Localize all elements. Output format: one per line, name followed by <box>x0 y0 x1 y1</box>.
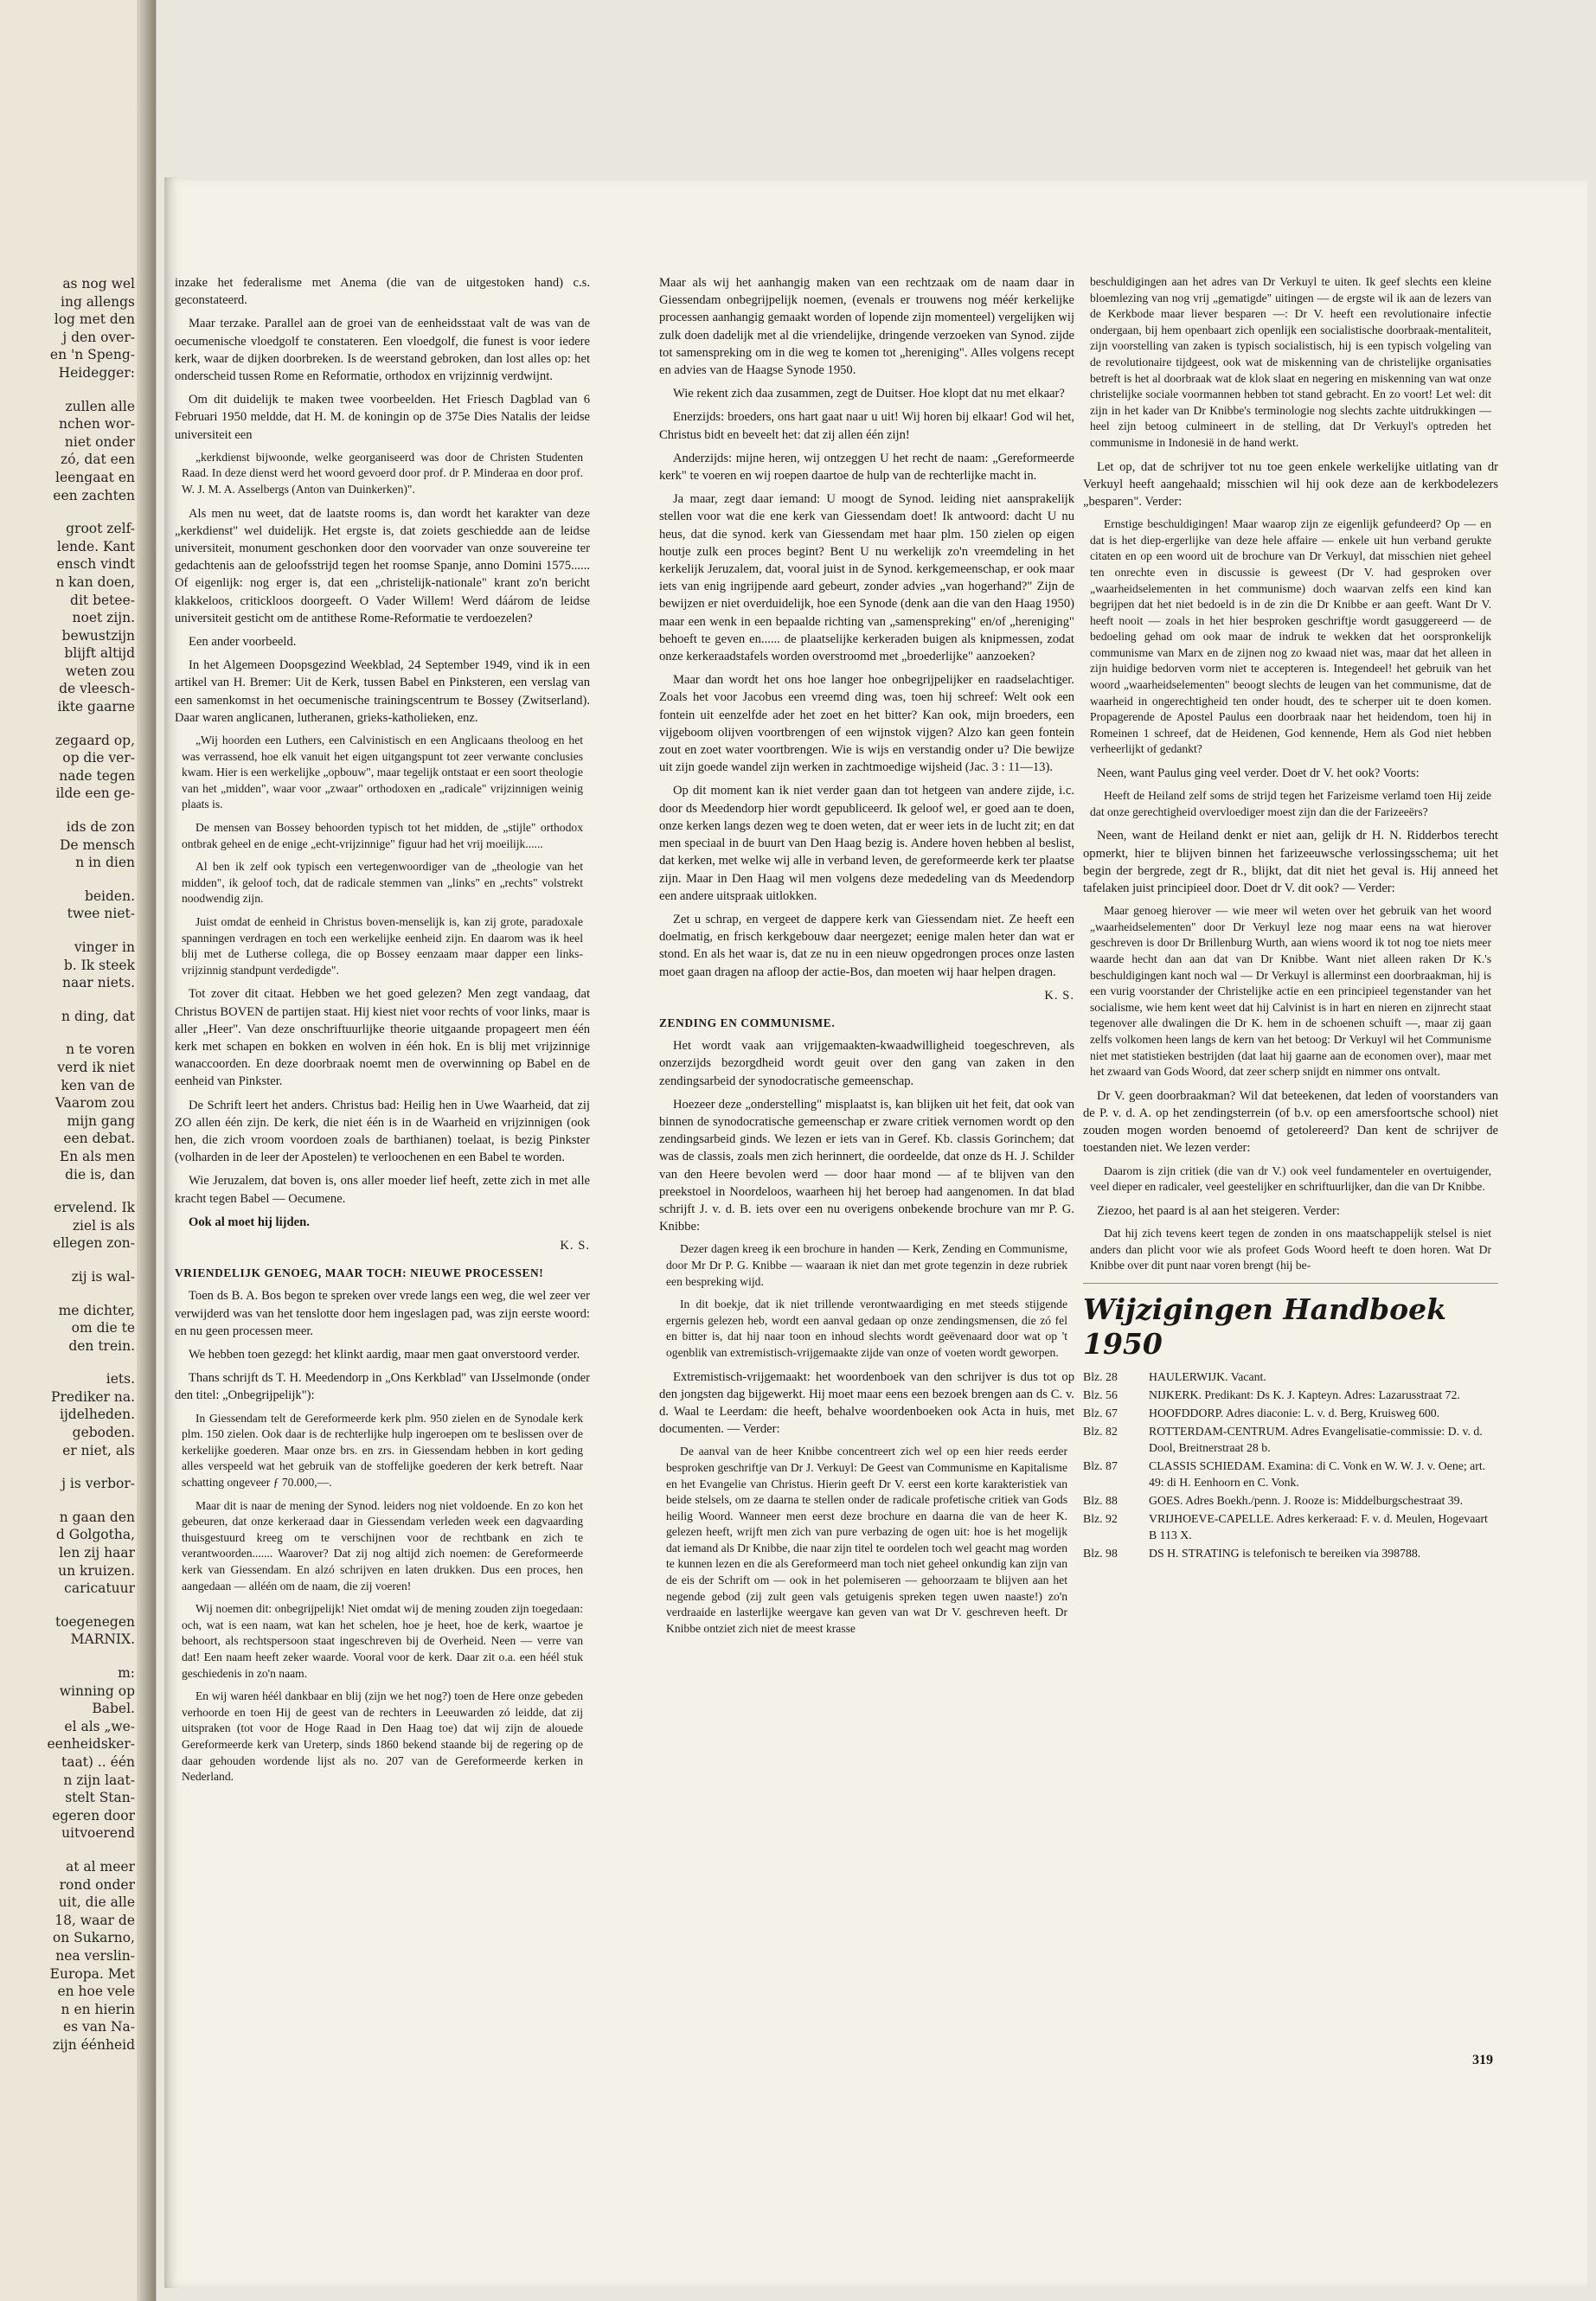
paragraph: Ja maar, zegt daar iemand: U moogt de Synod. leiding niet aansprakelijk stellen voor wat die ene kerk van Giessendam doet! Ik antwoord: dacht U nu heus, dat die synod. kerk van Giessendam met haar plm. 150 zielen op eigen houtje zulk een proces begint? Bent U nu werkelijk zo'n vreemdeling in het kerkelijk Jeruzalem, dat, vooral juist in de Synod. kerkgemeenschap, er ook maar iets van enig ingrijpende aard gebeurt, zonder advies „van hogerhand?" Zijn de bewijzen er niet overduidelijk, hoe een Synode (denk aan die van den Haag 1950) maar een wenk in een bepaalde richting van „samenspreking" en/of „hereniging" behoeft te geven en...... de plaatselijke kerkeraden buigen als knipmessen, zodat onze kerkeraadstafels worden overstroomd met „broederlijke" aanzoeken? <box>659 492 1074 664</box>
previous-page-text-line: lende. Kant <box>56 538 135 554</box>
previous-page-text-line: ervelend. Ik <box>54 1200 135 1216</box>
handbook-entry-text: HOOFDDORP. Adres diaconie: L. v. d. Berg, Kruisweg 600. <box>1149 1406 1440 1420</box>
quote: Wij noemen dit: onbegrijpelijk! Niet omdat wij de mening zouden zijn toegedaan: och, wat is een naam, wat kan het schelen, hoe je heet, hoe de kerk, waartoe je behoort, als rechtspersoon staat ingeschreven bij de Overheid. Neen — verre van dat! Een naam heeft zeker waarde. Vooral voor de kerk. Daar zit o.a. een héél stuk geschiedenis in zo'n naam. <box>182 1602 583 1680</box>
paragraph: Wie Jeruzalem, dat boven is, ons aller moeder lief heeft, zette zich in met alle kracht tegen Babel — Oecumene. <box>175 1174 590 1206</box>
previous-page-text-line: ids de zon <box>66 819 135 836</box>
previous-page-text-line: vinger in <box>74 939 135 955</box>
previous-page-text-line: n kan doen, <box>55 574 135 590</box>
paragraph: Ziezoo, het paard is al aan het steigeren. Verder: <box>1097 1203 1340 1218</box>
previous-page-text-line: verd ik niet <box>57 1059 135 1075</box>
previous-page-text-line: j is verbor- <box>61 1476 135 1492</box>
paragraph: Thans schrijft ds T. H. Meedendorp in „Ons Kerkblad" van IJsselmonde (onder den titel: „Onbegrijpelijk"): <box>175 1371 590 1403</box>
quote: Juist omdat de eenheid in Christus boven-menselijk is, kan zij grote, paradoxale spanningen verdragen en toch een werkelijke eenheid zijn. En daarom was ik heel blij met de Lutherse collega, die op Bossey eenzaam maar dapper een links-vrijzinnig standpunt verdedigde". <box>182 914 583 977</box>
quote: „Wij hoorden een Luthers, een Calvinistisch en een Anglicaans theoloog en het was verrassend, hoe elk vanuit het eigen uitgangspunt tot zeer verwante conclusies kwam. Hier is een werkelijke „opbouw", maar tegelijk ontstaat er een soort theologie van het „midden", waar voor „zwaar" orthodoxen en „radicale" vrijzinnigen weinig plaats is. <box>182 734 583 811</box>
handbook-entry <box>1083 1368 1498 1385</box>
handbook-page-ref: Blz. 98 <box>1083 1546 1118 1560</box>
paragraph: Dr V. geen doorbraakman? Wil dat beteekenen, dat leden of voorstanders van de P. v. d. A. op het zendingsterrein (of b.v. op een amersfoortsche school) niet zouden mogen worden benoemd of getolereerd? Dan kent de schrijver de toestanden niet. We lezen verder: <box>1083 1088 1498 1156</box>
previous-page-text-line: b. Ik steek <box>63 957 135 973</box>
previous-page-text-line: n zijn laat- <box>63 1772 135 1788</box>
book-gutter <box>137 0 156 2301</box>
handbook-entry <box>1083 1458 1498 1490</box>
handbook-page-ref: Blz. 28 <box>1083 1369 1118 1383</box>
previous-page-text-line: el als „we- <box>64 1718 135 1734</box>
handbook-entry <box>1083 1545 1498 1561</box>
previous-page-text-line: die is, dan <box>65 1166 135 1183</box>
previous-page-column <box>5 275 135 2054</box>
previous-page-text-line: log met den <box>54 311 135 328</box>
quote: Dat hij zich tevens keert tegen de zonden in ons maatschappelijk stelsel is niet anders dan plicht voor wie als profeet Gods Woord heeft te doen horen. Wat Dr Knibbe over dit punt naar voren brengt (hij be- <box>1090 1226 1491 1272</box>
previous-page-text-line: ken van de <box>61 1077 135 1093</box>
previous-page-text-line: uit, die alle <box>58 1894 135 1911</box>
page-number: 319 <box>1472 2053 1493 2067</box>
previous-page-text-line: len zij haar <box>59 1545 135 1561</box>
paragraph: Neen, want Paulus ging veel verder. Doet dr V. het ook? Voorts: <box>1097 766 1420 781</box>
paragraph: Toen ds B. A. Bos begon te spreken over vrede langs een weg, die wel zeer ver verwijderd was van het tenslotte door hem ingeslagen pad, was zijn eerste woord: en nu geen processen meer. <box>175 1289 590 1338</box>
previous-page-text-line: Prediker na. <box>51 1388 135 1405</box>
previous-page-text-line: n ding, dat <box>61 1008 135 1024</box>
previous-page-text-line: Babel. <box>92 1701 135 1717</box>
paragraph: Extremistisch-vrijgemaakt: het woordenboek van den schrijver is dus tot op den jongsten dag bijgewerkt. Hij moet maar eens een bezoek brengen aan ds C. v. d. Waal te Leerdam: die heeft, behalve woordenboeken ook Acta in huis, met documenten. — Verder: <box>659 1369 1074 1437</box>
previous-page-text-line: d Golgotha, <box>55 1527 135 1543</box>
previous-page-text-line: nchen wor- <box>59 416 135 433</box>
handbook-page-ref: Blz. 56 <box>1083 1388 1118 1401</box>
section-divider <box>1083 1283 1498 1284</box>
handbook-changes-heading: Wijzigingen Handboek 1950 <box>1083 1292 1446 1361</box>
paragraph: Let op, dat de schrijver tot nu toe geen enkele werkelijke uitlating van dr Verkuyl heeft aangehaald; misschien wil hij ook deze aan de kerkbodelezers „besparen". Verder: <box>1083 459 1498 509</box>
handbook-page-ref: Blz. 88 <box>1083 1493 1118 1507</box>
previous-page-text-line: stelt Stan- <box>65 1790 135 1806</box>
previous-page-text-line: weten zou <box>65 663 135 679</box>
handbook-page-ref: Blz. 67 <box>1083 1406 1118 1420</box>
quote: En wij waren héél dankbaar en blij (zijn we het nog?) toen de Here onze gebeden verhoorde en toen Hij de geest van de rechters in Leeuwarden zó leidde, dat zij uitspraken (tot voor de Hoge Raad in Den Haag toe) dat wij zijn de alouede Gereformeerde kerk van Ureterp, sinds 1860 bekend staande bij de regering op de daar gehouden wordende lijst als no. 207 van de Gereformeerde kerken in Nederland. <box>182 1689 583 1784</box>
previous-page-text-line: nade tegen <box>59 767 135 784</box>
previous-page-text-line: n en hierin <box>61 2001 135 2017</box>
previous-page-edge <box>0 0 157 2301</box>
paragraph: Het wordt vaak aan vrijgemaakten-kwaadwilligheid toegeschreven, als onzerzijds bezorgdheid wordt geuit over den gang van zaken in den zendingsarbeid der synodocratische gemeenschap. <box>659 1039 1074 1088</box>
author-signature: K. S. <box>1044 988 1074 1003</box>
previous-page-text-line: niet onder <box>64 433 135 450</box>
quote: De aanval van de heer Knibbe concentreert zich wel op een hier reeds eerder besproken geschriftje van Dr J. Verkuyl: De Geest van Communisme en Kapitalisme en het Evangelie van Christus. Hierin geeft Dr V. eerst een korte karakteristiek van beide stelsels, om ze daarna te stellen onder de radicale profetische critiek van Gods heilig Woord. Wanneer men eerst deze brochure en daarna die van de heer K. gelezen heeft, wrijft men zich van pure verbazing de ogen uit: hoe is het mogelijk dat iemand als Dr Knibbe, die naar zijn titel te oordelen toch wel geacht mag worden te kunnen lezen en die als Gereformeerd man toch niet geheel onkundig kan zijn van de eis der Schrift om — ook in het polemiseren — gehoorzaam te blijven aan het negende gebod (zij zult geen vals getuigenis spreken tegen uwen naaste!) zo'n verdraaide en lasterlijke weergave kan geven van wat Dr V. geschreven heeft. Dr Knibbe ontziet zich niet de meest krasse <box>666 1445 1067 1635</box>
paragraph: Om dit duidelijk te maken twee voorbeelden. Het Friesch Dagblad van 6 Februari 1950 meldde, dat H. M. de koningin op de 375e Dies Natalis der leidse universiteit een <box>175 393 590 442</box>
previous-page-text-line: noet zijn. <box>72 610 135 626</box>
quote: Ernstige beschuldigingen! Maar waarop zijn ze eigenlijk gefundeerd? Op — en dat is het diep-ergerlijke van deze hele affaire — enkele uit hun verband gerukte citaten en op een woord uit de brochure van Dr Verkuyl, dat misschien niet geheel ten onrechte even in discussie is geweest (Dr V. had gesproken over „waarheidselementen in het communisme) doch waarvan zelfs een kind kan begrijpen dat het niet bedoeld is in de zin die Dr Knibbe er aan geeft. Want Dr V. heeft nooit — zoals in het hier besproken geschriftje wordt gasuggereerd — de bedoeling gehad om ook maar de indruk te wekken dat het oorspronkelijk communisme van Marx en de zijnen nog zo kwaad niet was, maar dat het alleen in zijn huidige bedorven vorm niet te accepteren is. Integendeel! het gebruik van het woord „waarheidselementen" beoogt slechts de leugen van het communisme, dat de waarheid in ongerechtigheid ten onder houdt, des te scherper uit te doen komen. Propagerende de Apostel Paulus een doorbraak naar het heidendom, toen hij in Romeinen 1 schreef, dat de Heidenen, God kennende, Hem als God niet hebben verheerlijkt of gedankt? <box>1090 517 1491 756</box>
previous-page-text-line: winning op <box>59 1682 135 1699</box>
previous-page-text-line: op die ver- <box>62 750 135 766</box>
previous-page-text-line: m: <box>118 1665 135 1681</box>
previous-page-text-line: ijdelheden. <box>60 1407 135 1423</box>
previous-page-text-line: den trein. <box>68 1337 135 1354</box>
quote: In Giessendam telt de Gereformeerde kerk plm. 950 zielen en de Synodale kerk plm. 150 zielen. Ook daar is de rechterlijke hulp ingeroepen om te beslissen over de kerkelijke goederen. Maar onze brs. en zrs. in Giessendam hebben in kort geding alles verspeeld wat het gebruik van de stoffelijke goederen der kerk betreft. Naar schatting ongeveer ƒ 70.000,—. <box>182 1411 583 1489</box>
previous-page-text-line: zij is wal- <box>71 1268 135 1285</box>
paragraph: Tot zover dit citaat. Hebben we het goed gelezen? Men zegt vandaag, dat Christus BOVEN de partijen staat. Hij kiest niet voor rechts of voor links, maar is aller „Heer". Van deze onschriftuurlijke theorie uitgaande propageert men één kerk met schapen en bokken en wolven in één hok. En is blij met vrijzinnige wanaccoorden. En deze doorbraak noemt men de overwinning op Babel en de eenheid van Pinkster. <box>175 987 590 1089</box>
previous-page-text-line: dit betee- <box>70 592 135 608</box>
quote: Dezer dagen kreeg ik een brochure in handen — Kerk, Zending en Communisme, door Mr Dr P. G. Knibbe — waaraan ik niet dan met grote tegenzin in deze rubriek een bespreking wijd. <box>666 1242 1067 1288</box>
previous-page-text-line: de vleesch- <box>59 681 135 697</box>
quote: De mensen van Bossey behoorden typisch tot het midden, de „stijle" orthodox ontbrak geheel en de enige „echt-vrijzinnige" figuur had het vrij moeilijk...... <box>182 821 583 850</box>
previous-page-text-line: Heidegger: <box>58 364 135 381</box>
previous-page-text-line: naar niets. <box>61 975 135 991</box>
quote: Heeft de Heiland zelf soms de strijd tegen het Farizeisme verlamd toen Hij zeide dat onze gerechtigheid overvloediger moest zijn dan die der Farizeeërs? <box>1090 789 1491 818</box>
previous-page-text-line: een zachten <box>53 487 135 503</box>
article-heading: ZENDING EN COMMUNISME. <box>659 1016 836 1029</box>
previous-page-text-line: En als men <box>59 1148 135 1164</box>
previous-page-text-line: ikte gaarne <box>57 699 135 715</box>
previous-page-text-line: een debat. <box>63 1131 135 1147</box>
previous-page-text-line: iets. <box>106 1371 135 1388</box>
previous-page-text-line: 18, waar de <box>54 1912 135 1928</box>
previous-page-text-line: n gaan den <box>59 1509 135 1525</box>
previous-page-text-line: en 'n Speng- <box>49 347 135 363</box>
previous-page-text-line: twee niet- <box>67 906 135 922</box>
quote: Maar genoeg hierover — wie meer wil weten over het gebruik van het woord „waarheidselementen" door Dr Verkuyl leze nog maar eens na wat hierover geschreven is door Dr Brillenburg Wurth, aan wiens woord ik tot nog toe niets meer waarde hecht dan aan dat van Dr Knibbe. Want niet alleen raken Dr K.'s beschuldigingen kant noch wal — Dr Verkuyl is allerminst een doorbraakman, hij is een vurig voorstander der Christelijke actie en een principieel tegenstander van het socialisme, wie hem kent weet dat hij Calvinist is in hart en nieren en zijnrecht staat tegenover alle dwalingen die Dr K. hem in de schoenen schuift —, maar zij gaan zelfs volkomen heen langs de kern van het betoog: Dr Verkuyl wil het Communisme niet met statistieken bestrijden (dat laat hij gaarne aan de economen over), maar met het zwaard van Gods Woord, dat zeer scherp snijdt en nimmer ons ontvalt. <box>1090 904 1491 1079</box>
previous-page-text-line: om die te <box>71 1320 135 1336</box>
previous-page-text-line: er niet, als <box>62 1442 135 1458</box>
previous-page-text-line: j den over- <box>62 329 135 345</box>
paragraph: Als men nu weet, dat de laatste rooms is, dan wordt het karakter van deze „kerkdienst" wel duidelijk. Het ergste is, dat zoiets geschiedde aan de leidse universiteit, monument geschonken door den voorvader van onze souvereine ter gedachtenis aan de geloofsstrijd tegen het roomse Spanje, anno Domini 1575...... Of eigenlijk: nog erger is, dat een „christelijk-nationale" krant zo'n bericht klakkeloos, critickloos doorgeeft. O Vader Willem! Werd dáárom de leidse universiteit gesticht om de antithese Rome-Reformatie te verdoezelen? <box>175 506 590 625</box>
author-signature: K. S. <box>560 1239 590 1253</box>
column-2 <box>659 274 1074 1644</box>
handbook-entry-text: DS H. STRATING is telefonisch te bereiken via 398788. <box>1149 1546 1421 1560</box>
quote: In dit boekje, dat ik niet trillende verontwaardiging en met steeds stijgende ergernis gelezen heb, wordt een aanval gedaan op onze zendingsmensen, die zó fel en bitter is, dat hij naar toon en inhoud slechts wordt geëvenaard door wat op 't ogenblik van extremistisch-vrijgemaakte zijde van onze of voeten wordt geworpen. <box>666 1298 1067 1359</box>
previous-page-text-line: caricatuur <box>64 1580 135 1597</box>
handbook-entry <box>1083 1510 1498 1543</box>
previous-page-text-line: ing allengs <box>61 293 135 310</box>
paragraph: Enerzijds: broeders, ons hart gaat naar u uit! Wij horen bij elkaar! God wil het, Christus bidt en beveelt het: dat zij allen één zijn! <box>659 410 1074 442</box>
article-heading: VRIENDELIJK GENOEG, MAAR TOCH: NIEUWE PROCESSEN! <box>175 1266 544 1280</box>
paragraph: We hebben toen gezegd: het klinkt aardig, maar men gaat onverstoord verder. <box>189 1348 580 1362</box>
previous-page-text-line: me dichter, <box>58 1302 135 1318</box>
previous-page-text-line: zegaard op, <box>54 732 135 748</box>
column-1 <box>175 274 590 1792</box>
handbook-page-ref: Blz. 87 <box>1083 1458 1118 1472</box>
previous-page-text-line: Europa. Met <box>49 1965 135 1982</box>
handbook-changes-list <box>1083 1368 1498 1561</box>
handbook-entry <box>1083 1405 1498 1421</box>
previous-page-text-line: mijn gang <box>67 1112 135 1129</box>
handbook-page-ref: Blz. 92 <box>1083 1511 1118 1525</box>
previous-page-text-line: zullen alle <box>65 398 135 414</box>
previous-page-text-line: on Sukarno, <box>52 1930 135 1946</box>
previous-page-text-line: ellegen zon- <box>53 1235 135 1252</box>
previous-page-text-line: groot zelf- <box>66 521 135 537</box>
previous-page-text-line: nea verslin- <box>55 1947 135 1964</box>
quote: Al ben ik zelf ook typisch een vertegenwoordiger van de „theologie van het midden", ik geloof toch, dat de radicale stemmen van „links" en „rechts" volstrekt noodwendig zijn. <box>182 860 583 906</box>
handbook-entry-text: CLASSIS SCHIEDAM. Examina: di C. Vonk en W. W. J. v. Oene; art. 49: di H. Eenhoorn en C. Vonk. <box>1149 1458 1486 1489</box>
previous-page-text-line: ensch vindt <box>56 556 135 573</box>
paragraph: Zet u schrap, en vergeet de dappere kerk van Giessendam niet. Ze heeft een doelmatig, en frisch kerkgebouw daar neergezet; eenige malen heter dan wat er stond. En als het waar is, dat ze nu in een nieuw opgedrongen proces onze lasten moet gaan dragen na afloop der actie-Bos, dan moeten wij haar helpen dragen. <box>659 912 1074 979</box>
previous-page-text-line: blijft altijd <box>64 645 135 662</box>
previous-page-text-line: De mensch <box>60 836 135 853</box>
handbook-entry-text: HAULERWIJK. Vacant. <box>1149 1369 1266 1383</box>
paragraph: inzake het federalisme met Anema (die van de uitgestoken hand) c.s. geconstateerd. <box>175 276 590 308</box>
paragraph: Een ander voorbeeld. <box>189 635 297 650</box>
previous-page-text-line: n te voren <box>66 1042 135 1058</box>
quote: „kerkdienst bijwoonde, welke georganiseerd was door de Christen Studenten Raad. In deze dienst werd het woord gevoerd door prof. dr P. Minderaa en door prof. W. J. M. A. Asselbergs (Anton van Duinkerken)". <box>182 450 583 497</box>
previous-page-text-line: beiden. <box>84 888 135 904</box>
quote: Daarom is zijn critiek (die van dr V.) ook veel fundamenteler en overtuigender, veel dieper en radicaler, veel geestelijker en schriftuurlijker, dan die van Dr Knibbe. <box>1090 1163 1491 1194</box>
paragraph: In het Algemeen Doopsgezind Weekblad, 24 September 1949, vind ik in een artikel van H. Bremer: Uit de Kerk, tussen Babel en Pinksteren, een verslag van een samenkomst in het oecumenische trainingscentrum te Bossey (Zwitserland). Daar waren anglicanen, lutheranen, grieks-katholieken, enz. <box>175 658 590 725</box>
previous-page-text-line: es van Na- <box>62 2019 135 2035</box>
handbook-page-ref: Blz. 82 <box>1083 1424 1118 1438</box>
paragraph: Maar als wij het aanhangig maken van een rechtzaak om de naam daar in Giessendam onbegrijpelijk noemen, (evenals er trouwens nog méér kerkelijke processen aanhangig gemaakt worden of lopende zijn momenteel) vergelijken wij zulk doen dadelijk met al die vriendelijke, dringende verzoeken van Synod. zijde tot samenspreking om in die weg te komen tot „hereniging". Alles volgens recept en advies van de Haagse Synode 1950. <box>659 276 1074 378</box>
column-3 <box>1083 274 1498 1563</box>
previous-page-text-line: bewustzijn <box>61 627 135 644</box>
handbook-entry <box>1083 1492 1498 1509</box>
paragraph: Maar dan wordt het ons hoe langer hoe onbegrijpelijker en raadselachtiger. Zoals het voor Jacobus een vreemd ding was, toen hij schreef: Welt ook een fontein uit eenzelfde ader het zoet en het bitter? Kan ook, mijn broeders, een vijgeboom olijven voortbrengen of een wijnstok vijgen? Alzo kan geen fontein zout en zoet water voortbrengen. Wie is wijs en verstandig onder u? Die bewijze uit zijn goede wandel zijn werken in zachtmoedige wijsheid (Jac. 3 : 11—13). <box>659 673 1074 775</box>
previous-page-text-line: as nog wel <box>62 276 135 292</box>
previous-page-text-line: leengaat en <box>54 469 135 485</box>
previous-page-text-line: rond onder <box>59 1876 135 1893</box>
handbook-entry <box>1083 1423 1498 1456</box>
previous-page-text-line: ziel is als <box>72 1217 135 1234</box>
paragraph: Neen, want de Heiland denkt er niet aan, gelijk dr H. N. Ridderbos terecht opmerkt, hier te blijven binnen het farizeeuwsche verlossingsschema; uit het begin der bergrede, zegt dr R., blijkt, dat dit niet het geval is. Hij anneed het tafelaken juist principieel door. Doet dr V. dit ook? — Verder: <box>1083 829 1498 896</box>
handbook-entry-text: GOES. Adres Boekh./penn. J. Rooze is: Middelburgschestraat 39. <box>1149 1493 1464 1507</box>
handbook-entry-text: VRIJHOEVE-CAPELLE. Adres kerkeraad: F. v. d. Meulen, Hogevaart B 113 X. <box>1149 1511 1488 1541</box>
previous-page-text-line: MARNIX. <box>70 1631 135 1648</box>
previous-page-text-line: toegenegen <box>54 1613 135 1630</box>
paragraph: Op dit moment kan ik niet verder gaan dan tot hetgeen van andere zijde, i.c. door ds Meedendorp hier wordt gepubliceerd. Ik geloof wel, er goed aan te doen, onze kerken langs dezen weg te doen weten, dat er weer iets in de lucht zit; en dat men speciaal in de buurt van Den Haag bezig is. Andere hoven hebben al beslist, dat kerken, met welke wij alle in verband leven, de gereformeerde kerk ter plaatse zijn. Maar in Den Haag wil men volgens deze mededeling van ds Meedendorp een andere uitspraak uitlokken. <box>659 784 1074 903</box>
previous-page-text-line: n in dien <box>75 855 135 871</box>
previous-page-text-line: uitvoerend <box>61 1825 135 1842</box>
paragraph: De Schrift leert het anders. Christus bad: Heilig hen in Uwe Waarheid, dat zij ZO allen één zijn. De kerk, die niet één is in de Waarheid en vrijzinnigen (ook hen, die zich vroom voordoen zoals de barthianen) toelaat, is bezig Pinkster (volharden in de leer der Apostelen) te verloochenen en een Babel te worden. <box>175 1098 590 1165</box>
paragraph: Maar terzake. Parallel aan de groei van de eenheidsstaat valt de was van de oecumenische vloedgolf te constateren. Een vloedgolf, die funest is voor iedere kerk, waar de dijken doorbreken. Is de weerstand gebroken, dan lost alles op: het onderscheid tussen Rome en Reformatie, orthodox en vrijzinnig verdwijnt. <box>175 317 590 384</box>
previous-page-text-line: eenheidsker- <box>47 1736 135 1753</box>
previous-page-text-line: un kruizen. <box>58 1562 135 1579</box>
previous-page-text-line: zijn éénheid <box>52 2036 135 2053</box>
paragraph: Wie rekent zich daa zusammen, zegt de Duitser. Hoe klopt dat nu met elkaar? <box>673 387 1065 401</box>
quote: Maar dit is naar de mening der Synod. leiders nog niet voldoende. En zo kon het gebeuren, dat onze kerkeraad daar in Giessendam verleden week een dagvaarding thuisgestuurd kreeg om te verschijnen voor de rechtbank en zich te verantwoorden....... Waarover? Dat zij nog altijd zich noemen: de Gereformeerde kerk van Giessendam. En alzó schrijven en laten drukken. Dus een proces, hen aangedaan — alléén om de naam, die zij voeren! <box>182 1498 583 1593</box>
quote: beschuldigingen aan het adres van Dr Verkuyl te uiten. Ik geef slechts een kleine bloemlezing van nog vrij „gematigde" uitingen — de ergste wil ik aan de lezers van de Kerkbode maar liever besparen —: Dr V. heeft een revolutionaire infectie ondergaan, bij hem openbaart zich openlijk een socialistische doorbraak-mentaliteit, zijn voorstelling van zaken is typisch socialistisch, hij is een typisch volgeling van de revolutionaire tijdgeest, ook wat de miskenning van de christelijke organisaties betreft is het al doorbraak wat de klok slaat en negering en miskenning van wat onze christelijke sociale voormannen hebben tot stand gebracht. En zo voort! Let wel: dit zijn in het kader van Dr Knibbe's terminologie nog slechts zachte uitdrukkingen — heel zijn betoog culmineert in de stelling, dat Dr Verkuyl's optreden het communisme in Indonesië in de hand werkt. <box>1090 275 1491 449</box>
paragraph: Anderzijds: mijne heren, wij ontzeggen U het recht de naam: „Gereformeerde kerk" te voeren en wij roepen daartoe de hulp van de rechterlijke macht in. <box>659 451 1074 484</box>
previous-page-text-line: taat) .. één <box>61 1753 135 1770</box>
handbook-entry-text: NIJKERK. Predikant: Ds K. J. Kapteyn. Adres: Lazarusstraat 72. <box>1149 1388 1460 1401</box>
previous-page-text-line: Vaarom zou <box>54 1095 135 1112</box>
previous-page-text-line: geboden. <box>72 1425 135 1441</box>
previous-page-text-line: ilde een ge- <box>55 785 135 802</box>
previous-page-text-line: egeren door <box>52 1807 135 1823</box>
newspaper-page <box>164 177 1587 2288</box>
handbook-entry <box>1083 1387 1498 1403</box>
paragraph: Hoezeer deze „onderstelling" misplaatst is, kan blijken uit het feit, dat ook van binnen de synodocratische gemeenschap er zware critiek vernomen wordt op den zendingsarbeid ginds. We lezen er iets van in Geref. Kb. classis Gorinchem; dat was de classis, zoals men zich herinnert, die oordeelde, dat onze ds H. J. Schilder van den Heere bevolen werd — door haar mond — af te blijven van den preekstoel in Noordeloos, waarheen hij het beroep had aangenomen. In dat blad schrijft J. v. d. B. iets over een nu overigens onbekende brochure van mr P. G. Knibbe: <box>659 1097 1074 1234</box>
paragraph: Ook al moet hij lijden. <box>189 1215 310 1229</box>
previous-page-text-line: zó, dat een <box>61 452 135 468</box>
handbook-entry-text: ROTTERDAM-CENTRUM. Adres Evangelisatie-commissie: D. v. d. Dool, Breitnerstraat 28 b. <box>1149 1424 1483 1454</box>
previous-page-text-line: en hoe vele <box>57 1984 135 2000</box>
previous-page-text-line: at al meer <box>66 1858 135 1875</box>
